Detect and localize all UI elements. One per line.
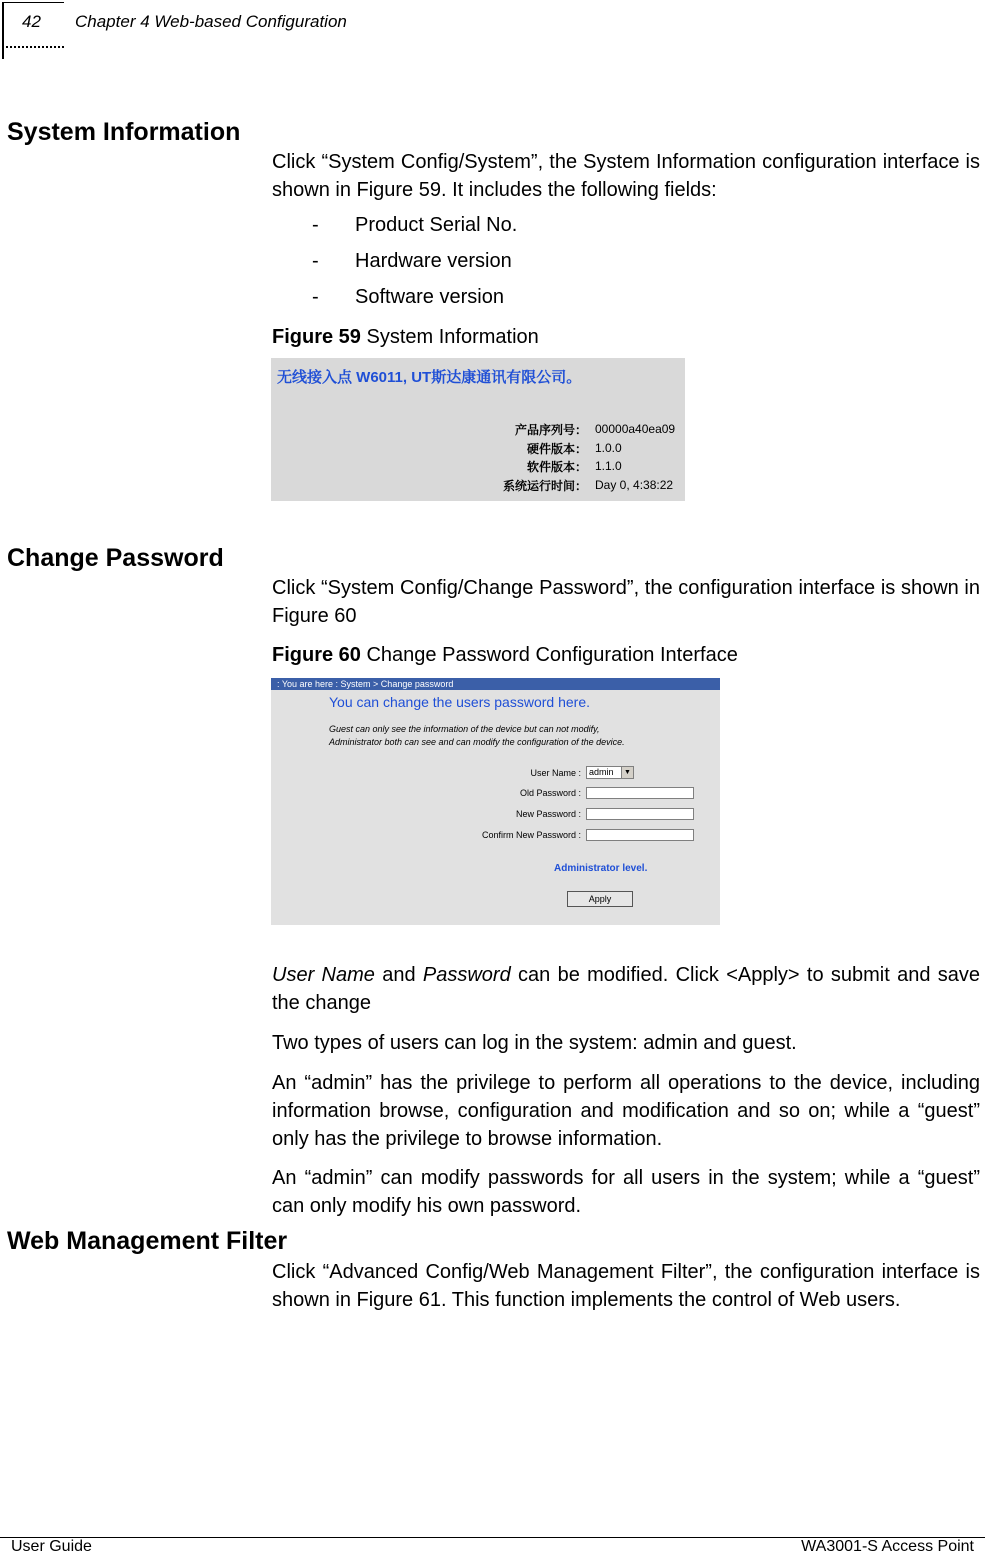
bullet-item: Hardware version [355,250,512,272]
bullet-item: Product Serial No. [355,214,518,236]
figure-59-screenshot [271,358,685,501]
fig59-label-serial: 产品序列号： [514,423,587,437]
bullet-dash: - [312,250,319,272]
fig60-apply-button: Apply [567,891,633,907]
fig60-old-password-field [586,787,694,799]
bullet-item: Software version [355,286,504,308]
page-number: 42 [22,12,41,31]
fig60-heading: You can change the users password here. [329,694,590,710]
heading-system-information: System Information [7,118,241,146]
fig60-user-name-select [586,766,634,779]
header-dotted-rule [6,46,64,48]
bullet-dash: - [312,286,319,308]
change-password-intro: Click “System Config/Change Password”, the configuration interface is shown in Figure 60 [272,577,980,627]
heading-web-management-filter: Web Management Filter [7,1227,288,1255]
fig60-breadcrumb-bar: : You are here : System > Change password [271,678,720,690]
web-filter-intro: Click “Advanced Config/Web Management Filter”, the configuration interface is shown in Figure 61. This function implements the control of Web users. [272,1261,980,1311]
fig59-value-uptime: Day 0, 4:38:22 [595,478,674,492]
figure-60-screenshot [271,678,720,925]
figure-label: Figure 60 [272,644,361,666]
fig60-new-password-field [586,808,694,820]
chapter-title: Chapter 4 Web-based Configuration [75,12,347,31]
fig60-old-password-label: Old Password : [519,788,581,798]
fig60-note-admin: Administrator both can see and can modify the configuration of the device. [329,737,625,747]
fig60-confirm-password-field [586,829,694,841]
fig59-value-serial: 00000a40ea09 [595,422,676,436]
fig60-user-name-value: admin [589,767,614,777]
fig60-confirm-password-label: Confirm New Password : [481,830,581,840]
fig59-label-hardware: 硬件版本： [526,442,587,456]
fig59-title: 无线接入点 W6011, UT斯达康通讯有限公司。 [277,369,582,386]
bullet-dash: - [312,214,319,236]
fig60-note-guest: Guest can only see the information of the device but can not modify, [329,724,600,734]
change-password-para-2: Two types of users can log in the system: admin and guest. [272,1032,797,1054]
footer-product-name: WA3001-S Access Point [801,1538,974,1555]
para-rest: can be modified. Click <Apply> to submit and save the change [272,964,981,1014]
term-user-name: User Name [272,964,375,986]
figure-caption-text: System Information [366,326,539,348]
heading-change-password: Change Password [7,544,224,572]
term-password: Password [422,964,511,986]
footer-doc-type: User Guide [11,1538,92,1555]
figure-caption-text: Change Password Configuration Interface [366,644,738,666]
fig59-value-hardware: 1.0.0 [595,441,622,455]
figure-60-caption [272,644,738,667]
fig59-label-software: 软件版本： [526,460,587,474]
change-password-para-3: An “admin” has the privilege to perform all operations to the device, including information browse, configuration and modification and so on; while a “guest” only has the privilege to browse information. [272,1072,980,1150]
fig59-label-uptime: 系统运行时间： [502,479,587,493]
chevron-down-icon: ▼ [621,767,633,778]
fig60-user-name-label: User Name : [530,768,581,778]
change-password-para-4: An “admin” can modify passwords for all users in the system; while a “guest” can only modify his own password. [272,1167,980,1217]
change-password-para-1 [272,961,980,1017]
para-connector: and [382,964,416,986]
system-info-intro: Click “System Config/System”, the System Information configuration interface is shown in Figure 59. It includes the following fields: [272,151,980,201]
fig60-new-password-label: New Password : [515,809,581,819]
figure-label: Figure 59 [272,326,361,348]
fig60-level-text: Administrator level. [554,863,648,874]
figure-59-caption [272,326,539,349]
fig59-value-software: 1.1.0 [595,459,622,473]
